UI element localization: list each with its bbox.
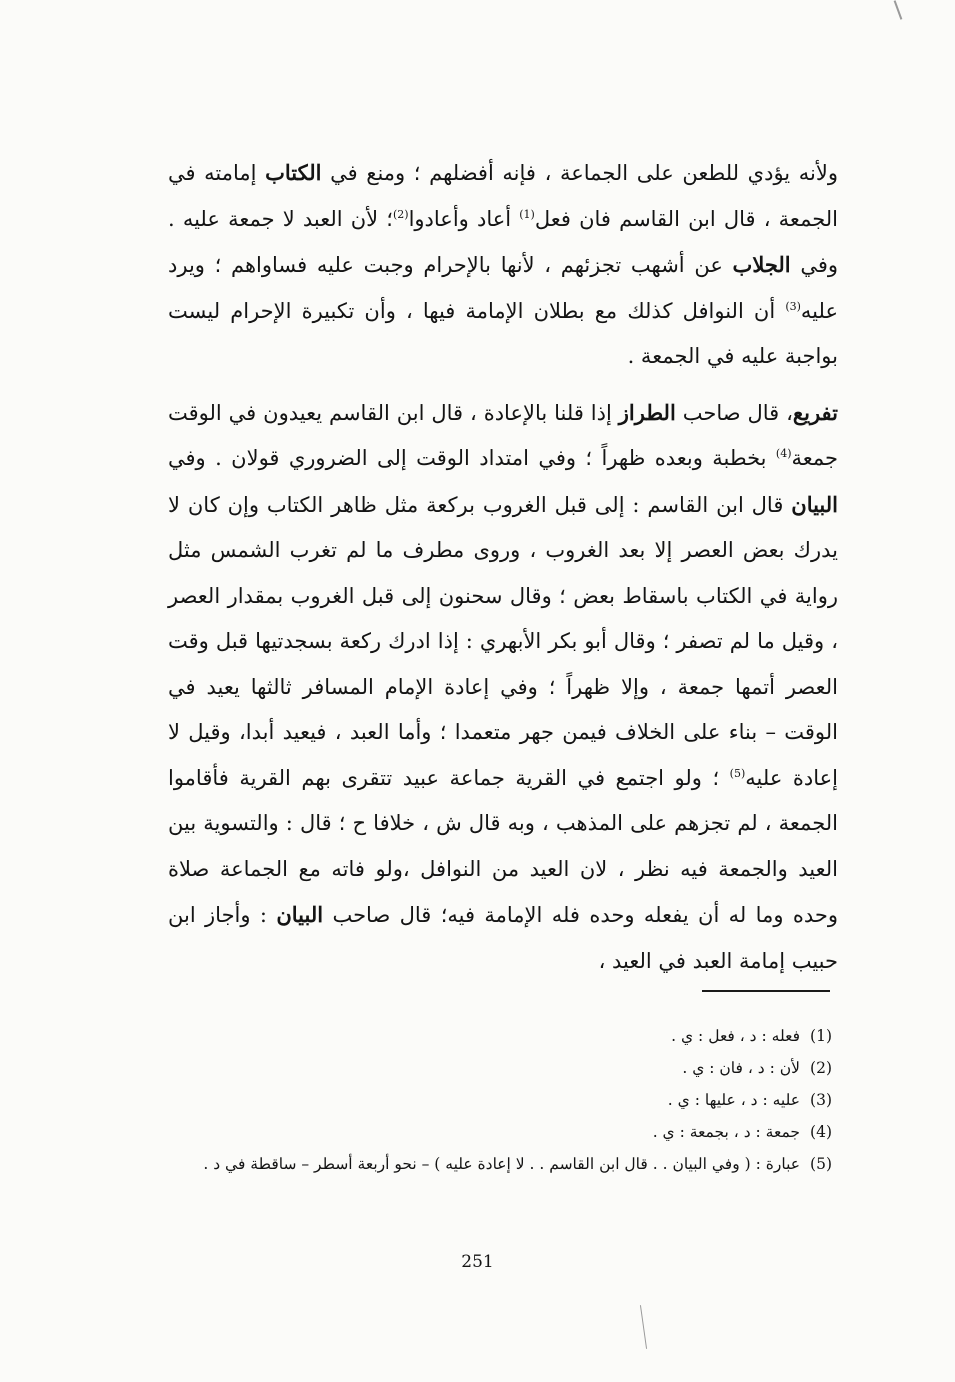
footnote-number: (3) [810,1091,832,1109]
bold-term: الكتاب [265,160,322,185]
footnote-text: عليه : د ، عليها : ي . [667,1091,800,1109]
bold-term: البيان [276,902,324,927]
footnote-number: (4) [810,1123,832,1141]
text-run: بخطبة وبعده ظهراً ؛ وفي امتداد الوقت إلى الضروري قولان . وفي [168,446,776,470]
footnote [170,1020,832,1052]
footnote-number: (5) [810,1155,832,1173]
footnote-separator-rule [702,990,830,992]
text-run: ، قال صاحب [675,400,793,425]
text-run: ولأنه يؤدي للطعن على الجماعة ، فإنه أفضلهم ؛ ومنع في [321,161,838,185]
text-run: إذا قلنا بالإعادة ، قال ابن القاسم يعيدون في الوقت جمعة [168,400,838,470]
footnote-number: (1) [810,1027,832,1045]
bold-term: الجلاب [732,252,791,277]
footnote-text: لأن : د ، فان : ي . [682,1059,800,1077]
paragraph [168,390,838,985]
scan-pencil-mark [894,0,903,19]
footnote-text: عبارة : ( وفي البيان . . قال ابن القاسم . . لا إعادة عليه ) – نحو أربعة أسطر – ساقطة في د . [203,1155,800,1173]
bold-term: البيان [791,491,838,517]
scan-pencil-mark [640,1305,647,1349]
bold-term: تفريع [792,399,838,425]
footnote-reference: (4) [775,447,792,460]
footnote-reference: (2) [392,207,409,221]
bold-term: الطراز [618,399,676,425]
footnote-text: جمعة : د ، بجمعة : ي . [652,1123,800,1141]
text-run: ؛ لأن العبد لا جمعة عليه . وفي [168,206,839,277]
footnote [170,1116,832,1148]
footnote [170,1084,832,1116]
page-number: 251 [461,1252,494,1272]
text-run: أعاد وأعادوا [408,206,520,231]
main-text-block [168,150,838,984]
footnote-reference: (3) [785,299,801,313]
text-run: عن أشهب تجزئهم ، لأنها بالإحرام وجبت عليه فساواهم ؛ ويرد عليه [168,253,838,323]
footnote-number: (2) [810,1059,832,1077]
footnote [170,1052,832,1084]
text-run: ؛ ولو اجتمع في القرية جماعة عبيد تتقرى بهم القرية فأقاموا الجمعة ، لم تجزهم على المذهب ، وبه قال ش ، خلافا ح ؛ قال : والتسوية بين العيد والجمعة فيه نظر ، لان العيد من النوافل ،ولو فاته مع الجماعة صلاة وحده وما له أن يفعله وحده فله الإمامة فيه؛ قال صاحب [168,765,838,927]
text-run: أن النوافل كذلك مع بطلان الإمامة فيها ، وأن تكبيرة الإحرام ليست بواجبة عليه في الجمعة . [168,298,838,368]
text-run: إمامته في الجمعة ، قال ابن القاسم فان فعل [168,161,838,231]
footnote [170,1148,832,1180]
footnote-reference: (1) [519,207,535,221]
footnote-text: فعله : د ، فعل : ي . [671,1027,800,1045]
text-run: : وأجاز ابن حبيب إمامة العبد في العيد ، [168,903,838,973]
footnote-reference: (5) [729,766,746,780]
text-run: قال ابن القاسم : إلى قبل الغروب بركعة مثل ظاهر الكتاب وإن كان لا يدرك بعض العصر إلا بعد الغروب ، وروى مطرف ما لم تغرب الشمس مثل رواية في الكتاب باسقاط بعض ؛ وقال سحنون إلى قبل الغروب بمقدار العصر ، وقيل ما لم تصفر ؛ وقال أبو بكر الأبهري : إذا ادرك ركعة بسجدتيها قبل وقت العصر أتمها جمعة ، وإلا ظهراً ؛ وفي إعادة الإمام المسافر ثالثها يعيد في الوقت – بناء على الخلاف فيمن جهر متعمدا ؛ وأما العبد ، فيعيد أبدا، وقيل لا إعادة عليه [168,492,838,790]
footnotes-block [170,1020,832,1180]
paragraph [168,150,838,380]
